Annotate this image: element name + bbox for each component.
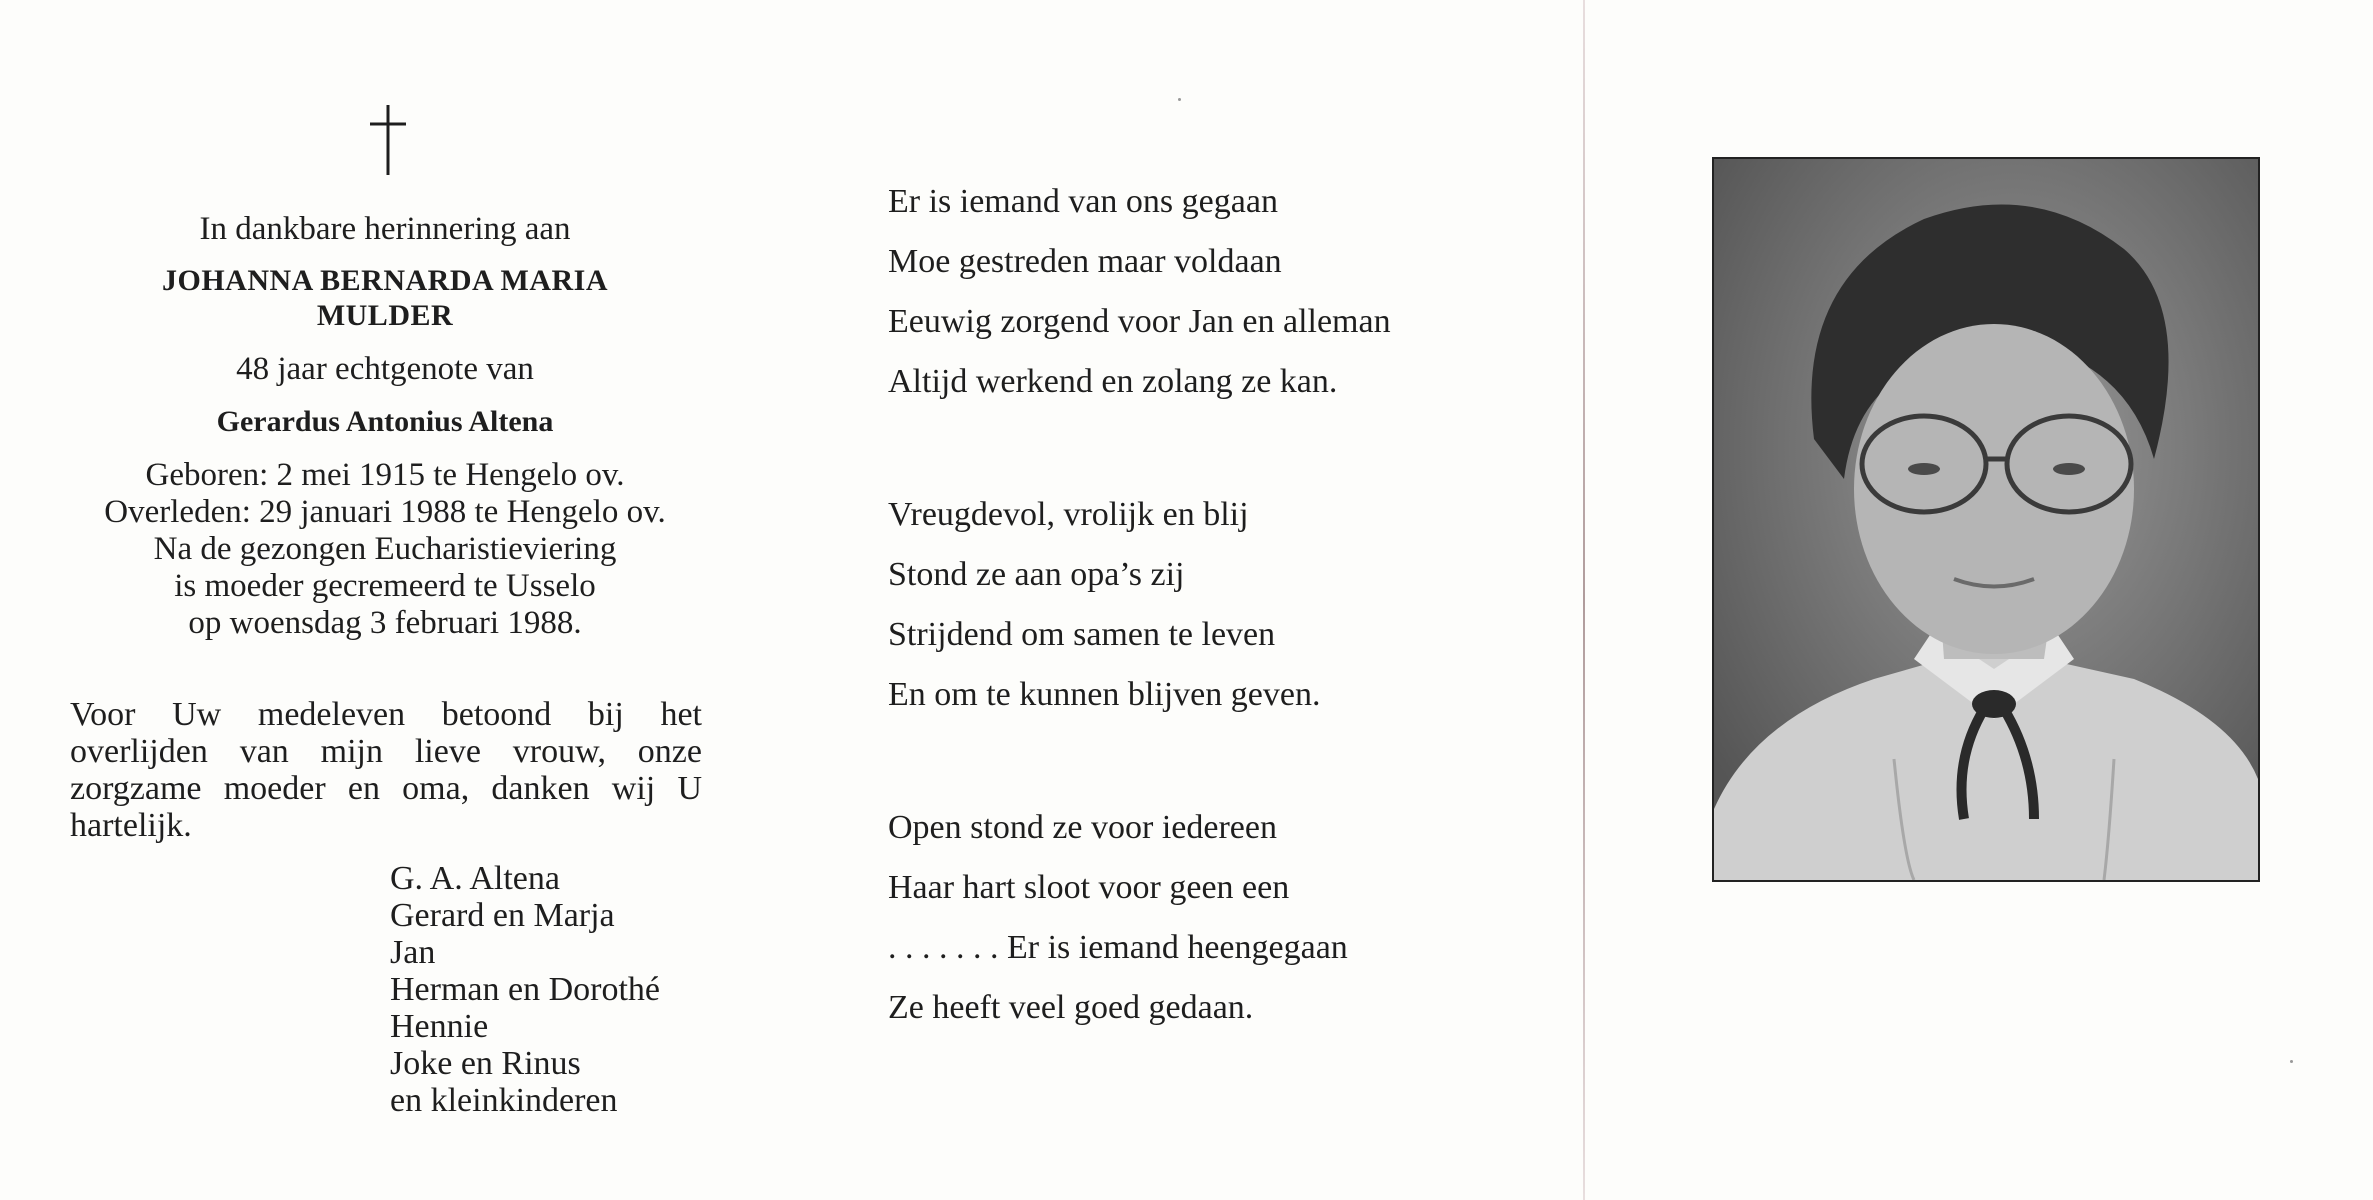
poem-line: Open stond ze voor iedereen xyxy=(888,809,1277,846)
poem-line: En om te kunnen blijven geven. xyxy=(888,676,1321,713)
poem-line: Altijd werkend en zolang ze kan. xyxy=(888,363,1338,400)
signatory: Gerard en Marja xyxy=(390,897,615,934)
deceased-name-line1: JOHANNA BERNARDA MARIA xyxy=(161,264,608,297)
thanks-paragraph: Voor Uw medeleven betoond bij het overlijden van mijn lieve vrouw, onze zorgzame moeder en oma, danken wij U hartelijk. xyxy=(70,696,702,844)
service-line-3: op woensdag 3 februari 1988. xyxy=(188,605,582,641)
marriage-text: 48 jaar echtgenote van xyxy=(236,351,534,387)
card-fold xyxy=(1583,0,1585,1200)
service-line-1: Na de gezongen Eucharistieviering xyxy=(153,531,617,567)
poem-line: . . . . . . . Er is iemand heengegaan xyxy=(888,929,1348,966)
portrait-photo xyxy=(1712,157,2260,882)
spouse-name: Gerardus Antonius Altena xyxy=(216,405,554,438)
poem-line: Ze heeft veel goed gedaan. xyxy=(888,989,1254,1026)
service-line-2: is moeder gecremeerd te Usselo xyxy=(174,568,596,604)
poem-stanza xyxy=(888,485,1391,725)
signatory: G. A. Altena xyxy=(390,860,560,897)
signatory: en kleinkinderen xyxy=(390,1082,618,1119)
poem-line: Stond ze aan opa’s zij xyxy=(888,556,1185,593)
poem-stanza xyxy=(888,798,1391,1038)
poem-line: Er is iemand van ons gegaan xyxy=(888,183,1278,220)
signatory: Hennie xyxy=(390,1008,489,1045)
death-line: Overleden: 29 januari 1988 te Hengelo ov. xyxy=(104,494,666,530)
poem-line: Eeuwig zorgend voor Jan en alleman xyxy=(888,303,1391,340)
deceased-name-line2: MULDER xyxy=(316,299,454,332)
signatory: Jan xyxy=(390,934,436,971)
poem-line: Vreugdevol, vrolijk en blij xyxy=(888,496,1249,533)
poem-line: Haar hart sloot voor geen een xyxy=(888,869,1290,906)
birth-line: Geboren: 2 mei 1915 te Hengelo ov. xyxy=(145,457,625,493)
poem xyxy=(888,172,1391,1038)
poem-line: Strijdend om samen te leven xyxy=(888,616,1276,653)
cross-icon xyxy=(358,100,418,180)
paper-speck xyxy=(1178,98,1181,101)
poem-line: Moe gestreden maar voldaan xyxy=(888,243,1282,280)
signatories-list xyxy=(390,860,660,1119)
portrait-illustration xyxy=(1714,159,2258,880)
intro-text: In dankbare herinnering aan xyxy=(199,211,571,247)
paper-speck xyxy=(2290,1060,2293,1063)
signatory: Herman en Dorothé xyxy=(390,971,661,1008)
poem-stanza xyxy=(888,172,1391,412)
signatory: Joke en Rinus xyxy=(390,1045,581,1082)
